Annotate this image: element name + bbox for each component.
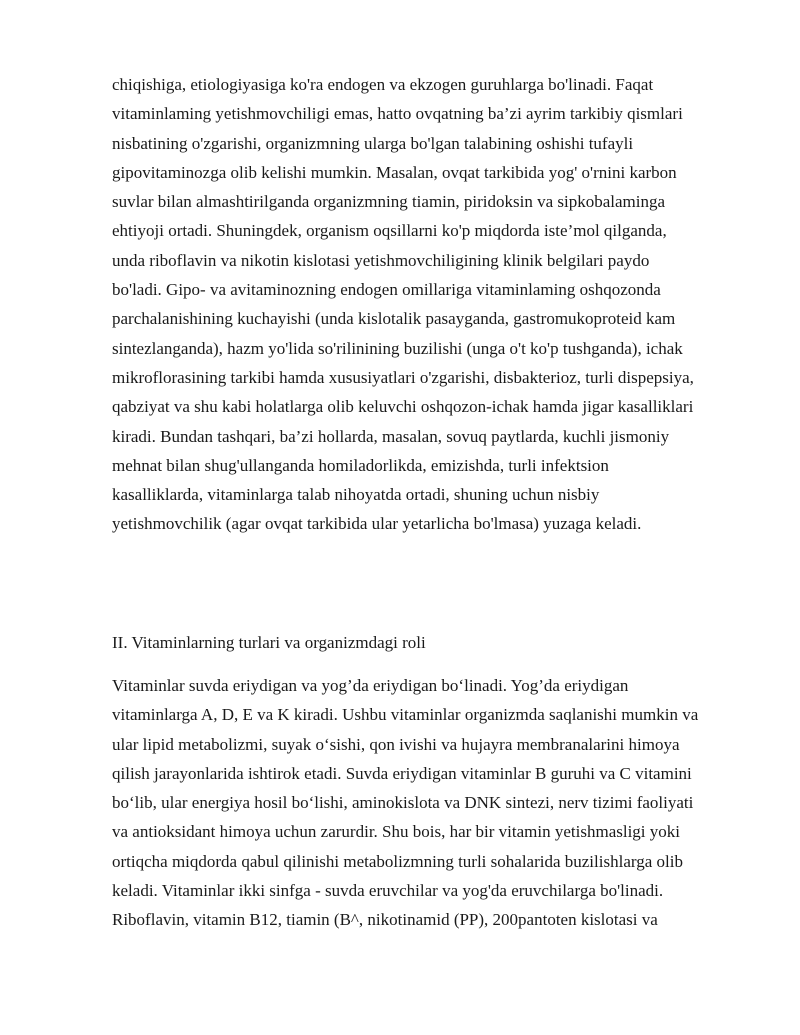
text-line: bo‘lib, ular energiya hosil bo‘lishi, aminokislota va DNK sintezi, nerv tizimi faoliyati [112, 793, 694, 813]
text-line: qabziyat va shu kabi holatlarga olib keluvchi oshqozon-ichak hamda jigar kasalliklari [112, 397, 694, 417]
text-line: keladi. Vitaminlar ikki sinfga - suvda eruvchilar va yog'da eruvchilarga bo'linadi. [112, 881, 664, 901]
text-line: suvlar bilan almashtirilganda organizmning tiamin, piridoksin va sipkobalaminga [112, 192, 666, 212]
text-line: mehnat bilan shug'ullanganda homiladorlikda, emizishda, turli infektsion [112, 455, 609, 475]
section-heading [112, 628, 752, 657]
text-line: kiradi. Bundan tashqari, ba’zi hollarda, masalan, sovuq paytlarda, kuchli jismoniy [112, 426, 670, 446]
text-line: ular lipid metabolizmi, suyak o‘sishi, qon ivishi va hujayra membranalarini himoya [112, 734, 680, 754]
text-line: Vitaminlar suvda eriydigan va yog’da eriydigan bo‘linadi. Yog’da eriydigan [112, 676, 629, 695]
text-line: kasalliklarda, vitaminlarga talab nihoyatda ortadi, shuning uchun nisbiy [112, 485, 600, 505]
text-line: sintezlanganda), hazm yo'lida so'rilinining buzilishi (unga o't ko'p tushganda), ichak [112, 338, 683, 358]
text-line: vitaminlaming yetishmovchiligi emas, hatto ovqatning ba’zi ayrim tarkibiy qismlari [112, 104, 683, 124]
text-line: vitaminlarga A, D, E va K kiradi. Ushbu vitaminlar organizmda saqlanishi mumkin va [112, 705, 699, 725]
text-line: unda riboflavin va nikotin kislotasi yetishmovchiligining klinik belgilari paydo [112, 250, 650, 270]
text-line: gipovitaminozga olib kelishi mumkin. Masalan, ovqat tarkibida yog' o'rnini karbon [112, 162, 677, 182]
text-line: ortiqcha miqdorda qabul qilinishi metabolizmning turli sohalarida buzilishlarga olib [112, 851, 683, 871]
paragraph-2 [112, 671, 752, 935]
text-line: mikroflorasining tarkibi hamda xususiyatlari o'zgarishi, disbakterioz, turli dispepsiya, [112, 367, 694, 387]
heading-text: II. Vitaminlarning turlari va organizmdagi roli [112, 633, 426, 652]
text-line: nisbatining o'zgarishi, organizmning ularga bo'lgan talabining oshishi tufayli [112, 133, 634, 153]
text-line: parchalanishining kuchayishi (unda kislotalik pasayganda, gastromukoproteid kam [112, 309, 676, 329]
text-line: qilish jarayonlarida ishtirok etadi. Suvda eriydigan vitaminlar B guruhi va C vitamini [112, 763, 692, 783]
text-line: va antioksidant himoya uchun zarurdir. Shu bois, har bir vitamin yetishmasligi yoki [112, 822, 680, 842]
text-line: Riboflavin, vitamin B12, tiamin (B^, nikotinamid (PP), 200pantoten kislotasi va [112, 910, 658, 930]
paragraph-1 [112, 70, 752, 539]
text-line: bo'ladi. Gipo- va avitaminozning endogen omillariga vitaminlaming oshqozonda [112, 280, 661, 300]
text-line: yetishmovchilik (agar ovqat tarkibida ular yetarlicha bo'lmasa) yuzaga keladi. [112, 514, 642, 534]
text-line: ehtiyoji ortadi. Shuningdek, organism oqsillarni ko'p miqdorda iste’mol qilganda, [112, 221, 667, 241]
text-line: chiqishiga, etiologiyasiga ko'ra endogen va ekzogen guruhlarga bo'linadi. Faqat [112, 75, 654, 94]
